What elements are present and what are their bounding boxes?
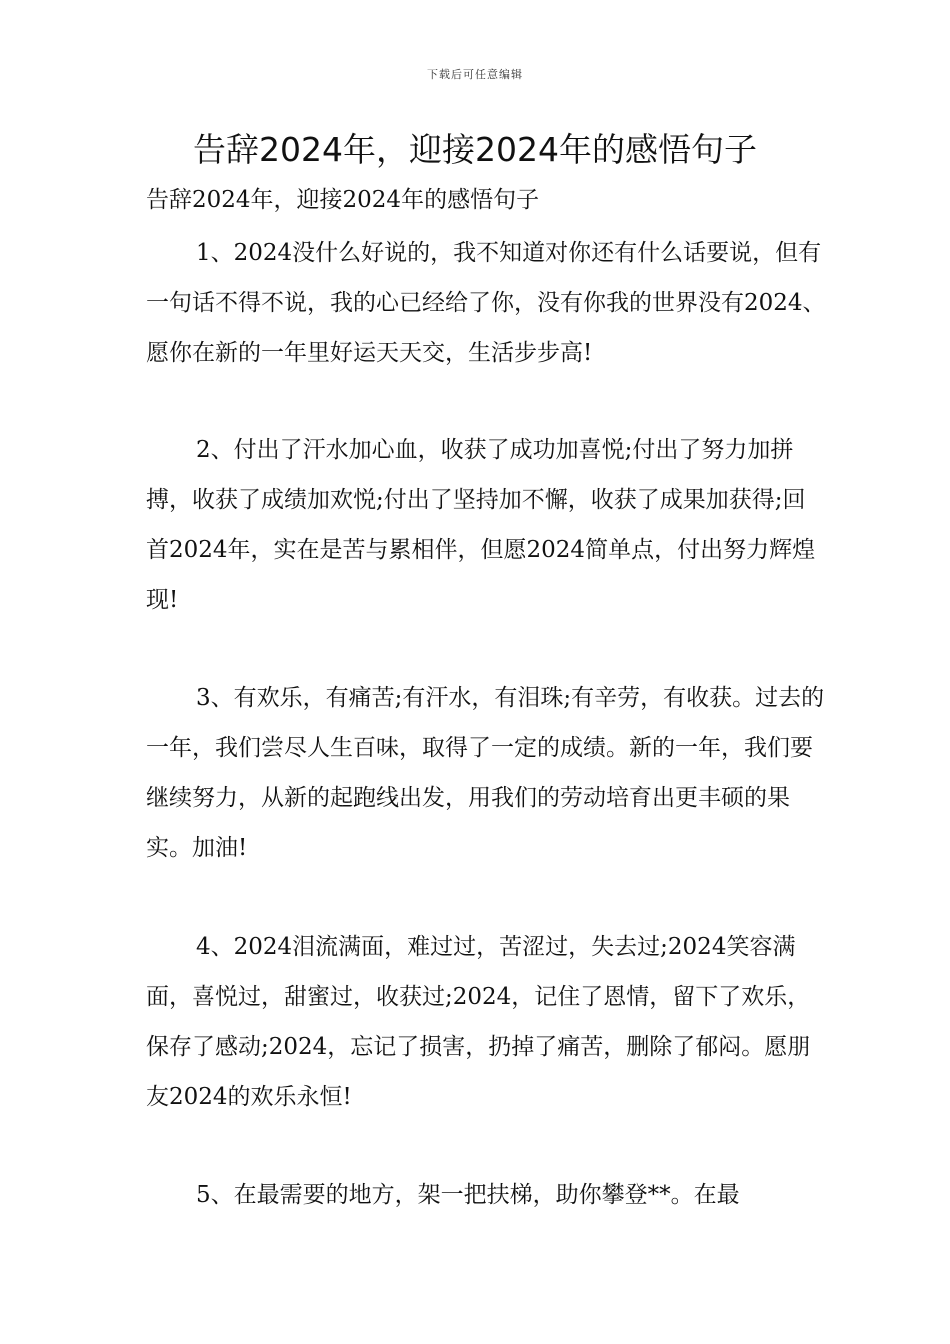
paragraph-4: 4、2024泪流满面，难过过，苦涩过，失去过;2024笑容满面，喜悦过，甜蜜过，收获过;2024，记住了恩情，留下了欢乐，保存了感动;2024，忘记了损害，扔掉了痛苦，删除了郁闷。愿朋友2024的欢乐永恒! xyxy=(146,934,811,1110)
document-subtitle: 告辞2024年，迎接2024年的感悟句子 xyxy=(146,187,540,213)
paragraph-5: 5、在最需要的地方，架一把扶梯，助你攀登**。在最 xyxy=(196,1182,740,1208)
document-title: 告辞2024年，迎接2024年的感悟句子 xyxy=(193,130,757,169)
header-note: 下载后可任意编辑 xyxy=(427,68,523,81)
paragraph-1: 1、2024没什么好说的，我不知道对你还有什么话要说，但有一句话不得不说，我的心已经给了你，没有你我的世界没有2024、愿你在新的一年里好运天天交，生活步步高! xyxy=(146,240,826,366)
paragraph-2: 2、付出了汗水加心血，收获了成功加喜悦;付出了努力加拼搏，收获了成绩加欢悦;付出了坚持加不懈，收获了成果加获得;回首2024年，实在是苦与累相伴，但愿2024简单点，付出努力辉煌现! xyxy=(146,437,816,613)
paragraph-3: 3、有欢乐，有痛苦;有汗水，有泪珠;有辛劳，有收获。过去的一年，我们尝尽人生百味，取得了一定的成绩。新的一年，我们要继续努力，从新的起跑线出发，用我们的劳动培育出更丰硕的果实。加油! xyxy=(146,685,825,861)
